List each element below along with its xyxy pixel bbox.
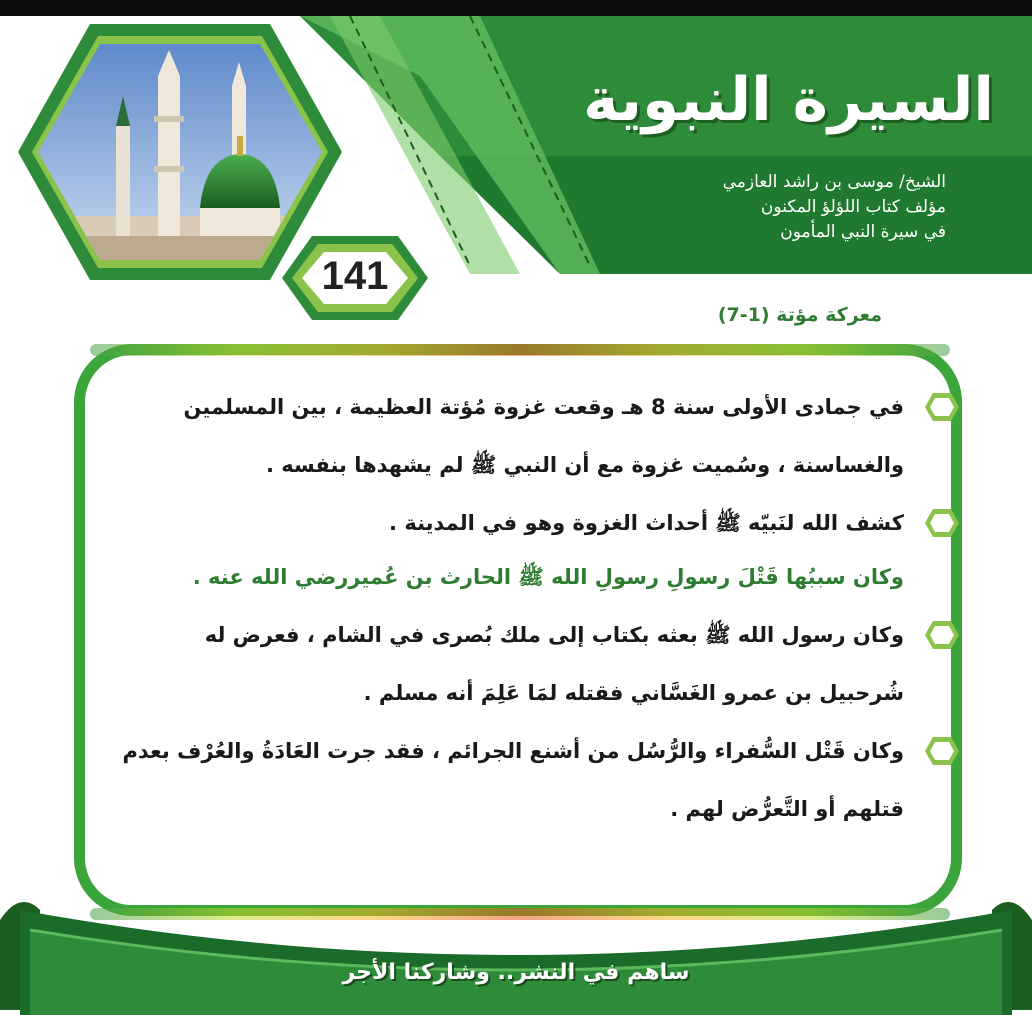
- paragraph: [120, 722, 960, 838]
- footer-ribbon: [0, 890, 1032, 1015]
- paragraph-highlight: [120, 552, 960, 602]
- footer-slogan: ساهم في النشر.. وشاركنا الأجر: [342, 960, 690, 985]
- paragraph-text: وكان قَتْل السُّفراء والرُّسُل من أشنع الجرائم ، فقد جرت العَادَةُ والعُرْف بعدم قتلهم أو التَّعرُّض لهم .: [122, 739, 904, 821]
- paragraph-text: وكان سببُها قَتْلَ رسولِ رسولِ الله ﷺ الحارث بن عُميررضي الله عنه .: [192, 565, 904, 589]
- author-line: في سيرة النبي المأمون: [780, 222, 946, 242]
- content-body: [120, 378, 960, 838]
- author-info: [526, 170, 946, 245]
- paragraph: [120, 378, 960, 494]
- lesson-subtitle: معركة مؤتة (1-7): [717, 304, 882, 326]
- hexagon-bullet-icon: [924, 507, 960, 539]
- paragraph: [120, 606, 960, 722]
- paragraph-text: وكان رسول الله ﷺ بعثه بكتاب إلى ملك بُصرى في الشام ، فعرض له شُرحبيل بن عمرو الغَسَّاني فقتله لمَا عَلِمَ أنه مسلم .: [204, 623, 904, 705]
- page-title: السيرة النبوية: [583, 65, 994, 135]
- paragraph: [120, 494, 960, 552]
- hexagon-bullet-icon: [924, 735, 960, 767]
- paragraph-text: في جمادى الأولى سنة 8 هـ وقعت غزوة مُؤتة العظيمة ، بين المسلمين والغساسنة ، وسُميت غزوة مع أن النبي ﷺ لم يشهدها بنفسه .: [183, 395, 904, 477]
- top-bar: [0, 0, 1032, 16]
- episode-number: 141: [321, 254, 389, 298]
- author-line: مؤلف كتاب اللؤلؤ المكنون: [760, 197, 946, 217]
- hexagon-bullet-icon: [924, 619, 960, 651]
- author-line: الشيخ/ موسى بن راشد العازمي: [722, 172, 946, 192]
- card-top-glow: [90, 344, 950, 356]
- paragraph-text: كشف الله لنَبيّه ﷺ أحداث الغزوة وهو في المدينة .: [389, 511, 904, 535]
- hexagon-bullet-icon: [924, 391, 960, 423]
